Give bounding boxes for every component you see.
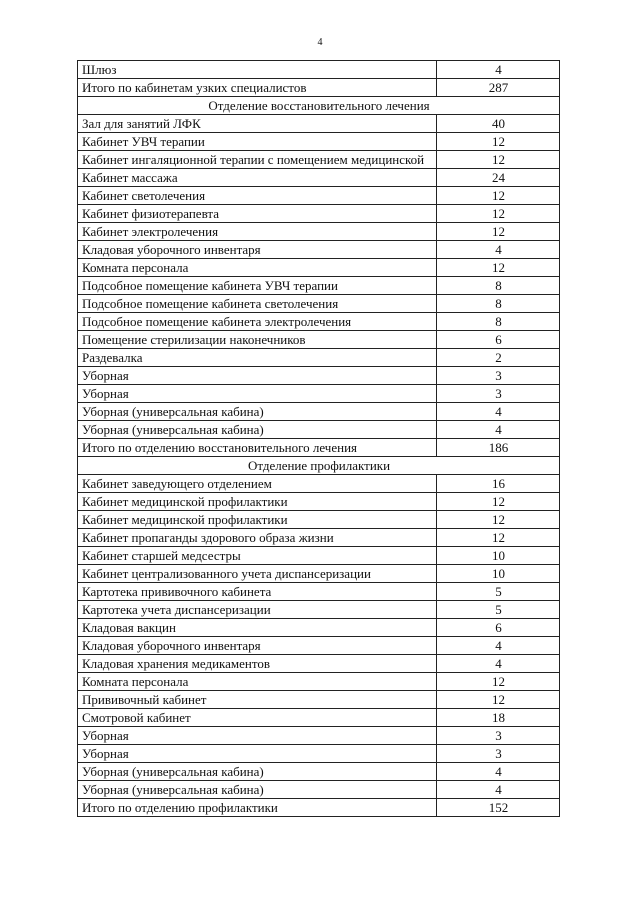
room-name-cell: Уборная (универсальная кабина) [78, 421, 437, 439]
room-name-cell: Смотровой кабинет [78, 709, 437, 727]
room-name-cell: Кабинет медицинской профилактики [78, 493, 437, 511]
table-row [78, 349, 560, 367]
table-row [78, 583, 560, 601]
table-row [78, 367, 560, 385]
room-name-cell: Итого по отделению восстановительного лечения [78, 439, 437, 457]
room-name-cell: Уборная [78, 367, 437, 385]
room-name-cell: Подсобное помещение кабинета светолечения [78, 295, 437, 313]
section-title: Отделение профилактики [78, 457, 560, 475]
room-name-cell: Кабинет пропаганды здорового образа жизни [78, 529, 437, 547]
table-row [78, 655, 560, 673]
room-area-cell: 3 [437, 727, 560, 745]
room-area-cell: 12 [437, 259, 560, 277]
table-row [78, 565, 560, 583]
room-name-cell: Помещение стерилизации наконечников [78, 331, 437, 349]
room-name-cell: Итого по отделению профилактики [78, 799, 437, 817]
room-area-cell: 5 [437, 601, 560, 619]
table-row [78, 151, 560, 169]
room-name-cell: Уборная (универсальная кабина) [78, 781, 437, 799]
table-row [78, 385, 560, 403]
room-area-cell: 4 [437, 241, 560, 259]
room-area-cell: 4 [437, 655, 560, 673]
room-area-cell: 8 [437, 277, 560, 295]
room-area-cell: 2 [437, 349, 560, 367]
table-row [78, 637, 560, 655]
room-name-cell: Картотека учета диспансеризации [78, 601, 437, 619]
room-area-cell: 8 [437, 313, 560, 331]
room-name-cell: Кабинет массажа [78, 169, 437, 187]
room-name-cell: Уборная [78, 745, 437, 763]
room-area-cell: 4 [437, 403, 560, 421]
table-row [78, 529, 560, 547]
table-row [78, 799, 560, 817]
rooms-table [77, 60, 560, 817]
room-area-cell: 4 [437, 781, 560, 799]
room-area-cell: 3 [437, 745, 560, 763]
room-area-cell: 5 [437, 583, 560, 601]
table-row [78, 475, 560, 493]
table-row [78, 61, 560, 79]
table-row [78, 223, 560, 241]
room-area-cell: 186 [437, 439, 560, 457]
room-area-cell: 12 [437, 529, 560, 547]
room-area-cell: 4 [437, 763, 560, 781]
room-name-cell: Итого по кабинетам узких специалистов [78, 79, 437, 97]
table-row [78, 691, 560, 709]
room-area-cell: 12 [437, 223, 560, 241]
table-row [78, 205, 560, 223]
room-area-cell: 6 [437, 331, 560, 349]
room-name-cell: Кладовая хранения медикаментов [78, 655, 437, 673]
table-row [78, 511, 560, 529]
room-name-cell: Кабинет физиотерапевта [78, 205, 437, 223]
section-title: Отделение восстановительного лечения [78, 97, 560, 115]
room-area-cell: 12 [437, 187, 560, 205]
room-area-cell: 18 [437, 709, 560, 727]
section-header-row [78, 97, 560, 115]
table-row [78, 169, 560, 187]
room-area-cell: 12 [437, 205, 560, 223]
table-row [78, 403, 560, 421]
room-name-cell: Картотека прививочного кабинета [78, 583, 437, 601]
table-row [78, 781, 560, 799]
room-area-cell: 12 [437, 151, 560, 169]
table-row [78, 673, 560, 691]
room-name-cell: Кабинет централизованного учета диспансеризации [78, 565, 437, 583]
room-name-cell: Кабинет УВЧ терапии [78, 133, 437, 151]
table-row [78, 115, 560, 133]
room-name-cell: Шлюз [78, 61, 437, 79]
room-name-cell: Кладовая уборочного инвентаря [78, 637, 437, 655]
table-row [78, 277, 560, 295]
room-area-cell: 3 [437, 367, 560, 385]
room-name-cell: Кабинет заведующего отделением [78, 475, 437, 493]
room-name-cell: Кабинет старшей медсестры [78, 547, 437, 565]
table-row [78, 295, 560, 313]
room-name-cell: Кладовая уборочного инвентаря [78, 241, 437, 259]
room-name-cell: Прививочный кабинет [78, 691, 437, 709]
table-row [78, 421, 560, 439]
room-name-cell: Уборная [78, 727, 437, 745]
room-area-cell: 24 [437, 169, 560, 187]
room-area-cell: 12 [437, 691, 560, 709]
room-name-cell: Кабинет светолечения [78, 187, 437, 205]
room-area-cell: 8 [437, 295, 560, 313]
table-row [78, 313, 560, 331]
room-area-cell: 16 [437, 475, 560, 493]
table-row [78, 709, 560, 727]
room-area-cell: 287 [437, 79, 560, 97]
room-area-cell: 10 [437, 565, 560, 583]
section-header-row [78, 457, 560, 475]
room-name-cell: Подсобное помещение кабинета УВЧ терапии [78, 277, 437, 295]
table-row [78, 79, 560, 97]
room-area-cell: 12 [437, 133, 560, 151]
room-name-cell: Раздевалка [78, 349, 437, 367]
table-row [78, 601, 560, 619]
table-row [78, 547, 560, 565]
room-name-cell: Подсобное помещение кабинета электролечения [78, 313, 437, 331]
room-area-cell: 152 [437, 799, 560, 817]
room-name-cell: Комната персонала [78, 259, 437, 277]
table-row [78, 745, 560, 763]
room-name-cell: Кабинет электролечения [78, 223, 437, 241]
room-name-cell: Кабинет ингаляционной терапии с помещением медицинской [78, 151, 437, 169]
table-row [78, 241, 560, 259]
room-name-cell: Кабинет медицинской профилактики [78, 511, 437, 529]
room-name-cell: Комната персонала [78, 673, 437, 691]
table-row [78, 133, 560, 151]
table-row [78, 619, 560, 637]
room-area-cell: 12 [437, 673, 560, 691]
room-name-cell: Уборная (универсальная кабина) [78, 763, 437, 781]
room-name-cell: Зал для занятий ЛФК [78, 115, 437, 133]
room-area-cell: 6 [437, 619, 560, 637]
room-area-cell: 4 [437, 61, 560, 79]
rooms-table-body [78, 61, 560, 817]
room-name-cell: Кладовая вакцин [78, 619, 437, 637]
room-name-cell: Уборная (универсальная кабина) [78, 403, 437, 421]
room-area-cell: 40 [437, 115, 560, 133]
room-name-cell: Уборная [78, 385, 437, 403]
room-area-cell: 3 [437, 385, 560, 403]
table-row [78, 763, 560, 781]
room-area-cell: 12 [437, 493, 560, 511]
table-row [78, 187, 560, 205]
room-area-cell: 12 [437, 511, 560, 529]
table-row [78, 493, 560, 511]
table-row [78, 727, 560, 745]
table-row [78, 259, 560, 277]
room-area-cell: 4 [437, 637, 560, 655]
table-row [78, 331, 560, 349]
table-row [78, 439, 560, 457]
room-area-cell: 10 [437, 547, 560, 565]
page-number: 4 [317, 37, 323, 48]
room-area-cell: 4 [437, 421, 560, 439]
